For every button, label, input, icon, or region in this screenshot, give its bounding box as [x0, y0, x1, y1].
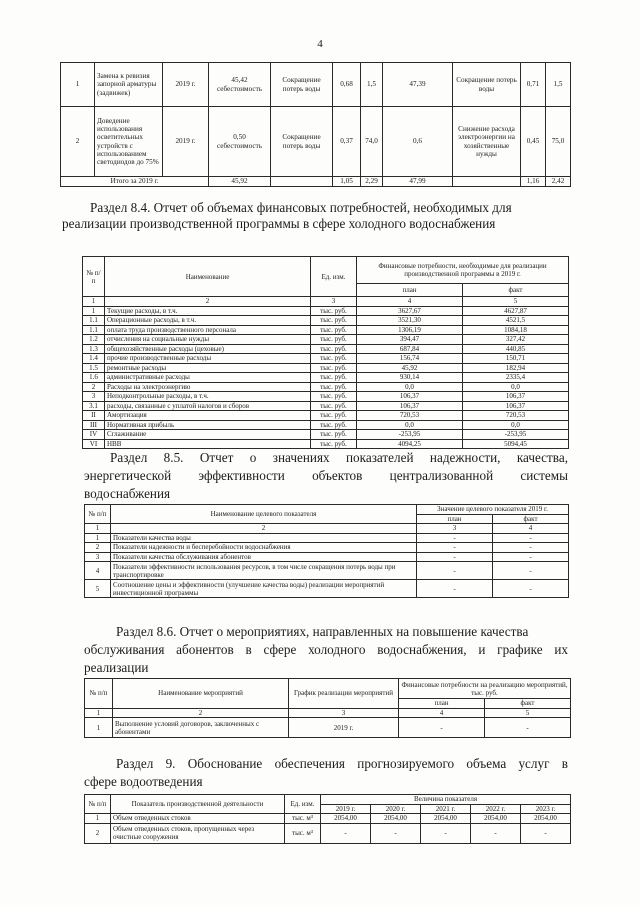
col-header: Финансовые потребности на реализацию мероприятий, тыс. руб. — [399, 679, 571, 699]
table-row: 1.3 общехозяйственные расходы (цеховые) тыс. руб. 687,84 440,85 — [83, 344, 569, 354]
table-row: 2 Объем отведенных стоков, пропущенных через очистные сооружения тыс. м³ - - - - - — [85, 823, 571, 843]
col-header: Показатель производственной деятельности — [111, 795, 285, 814]
col-header: Наименование — [105, 257, 311, 297]
section-8-5-heading-line1: Раздел 8.5. Отчет о значениях показателей надежности, качества, — [110, 450, 568, 465]
table-row: 3 Показатели качества обслуживания абонентов - - — [85, 552, 569, 562]
col-header: план — [357, 284, 463, 297]
col-header: Значение целевого показателя 2019 г. — [417, 505, 569, 515]
table-row: 1 Выполнение условий договоров, заключенных с абонентами 2019 г. - - — [85, 718, 571, 738]
wastewater-forecast-table: № п/п Показатель производственной деятельности Ед. изм. Величина показателя 2019 г. 2020 г. 2021 г. 2022 г. 2023 г. 1 Объем отведенных стоков тыс. м³ 2054,00 2054,00 2054,00 2054,00 2054,00 2 Объем отведенных стоков, пропущенных через очистные сооружения тыс. м³ - - - - - — [84, 794, 571, 844]
table-row: 1 Объем отведенных стоков тыс. м³ 2054,00 2054,00 2054,00 2054,00 2054,00 — [85, 814, 571, 824]
col-header: № п/п — [85, 795, 111, 814]
reliability-indicators-table: № п/п Наименование целевого показателя Значение целевого показателя 2019 г. план факт 1 2 3 4 1 Показатели качества воды - - 2 Показатели надежности и бесперебойности водоснабжения - - 3 Показатели качества обслуживания абонентов - - 4 Показатели эффективности использования ресурсов, в том числе сокращения потерь воды при транспортировке - - 5 Соотношение цены и эффективности (улучшение качества воды) реализации мероприятий инвестиционной программы - - — [84, 504, 569, 598]
col-header: Финансовые потребности, необходимые для реализации производственной программы в 2019 г. — [357, 257, 569, 284]
section-8-6-heading-line1: Раздел 8.6. Отчет о мероприятиях, направленных на повышение качества — [116, 624, 529, 639]
section-8-6-heading-line2: обслуживания абонентов в сфере холодного водоснабжения, и графике их — [84, 642, 568, 657]
col-header: № п/п — [85, 679, 113, 709]
financial-needs-table: № п/п Наименование Ед. изм. Финансовые потребности, необходимые для реализации производственной программы в 2019 г. план факт 1 2 3 4 5 1 Текущие расходы, в т.ч. тыс. руб. 3627,67 4627,87 1.1 Операционные расходы, в т.ч. тыс. руб. 3521,30 4521,5 1.1 оплата труда производственного персонала тыс. руб. 1306,19 1084,18 1.2 отчисления на социальные нужды тыс. руб. 394,47 327,42 1.3 общехозяйственные расходы (цеховые) тыс. руб. 687,84 440,85 1.4 прочие производственные расходы тыс. руб. 156,74 150,71 1.5 ремонтные расходы тыс. руб. 45,92 182,94 1.6 административные расходы тыс. руб. 930,14 2335,4 2 Расходы на электроэнергию тыс. руб. 0,0 0,0 3 Неподконтрольные расходы, в т.ч. тыс. руб. 106,37 106,37 3.1 расходы, связанные с уплатой налогов и сборов тыс. руб. 106,37 106,37 II Амортизация тыс. руб. 720,53 720,53 III Нормативная прибыль тыс. руб. 0,0 0,0 IV Сглаживание тыс. руб. -253,95 -253,95 VI НВВ тыс. руб. 4094,25 5094,45 — [82, 256, 569, 449]
col-header: № п/п — [85, 505, 111, 524]
section-9-heading-line1: Раздел 9. Обоснование обеспечения прогнозируемого объема услуг в — [116, 756, 568, 771]
col-header: Ед. изм. — [311, 257, 357, 297]
col-header: план — [399, 699, 485, 709]
section-8-5-heading-line2: энергетической эффективности объектов централизованной системы — [84, 468, 568, 483]
table-row: 1 Показатели качества воды - - — [85, 533, 569, 543]
col-header: Наименование мероприятий — [113, 679, 289, 709]
col-header: График реализации мероприятий — [289, 679, 399, 709]
col-header: Величина показателя — [321, 795, 571, 805]
section-9-heading-line2: сфере водоотведения — [84, 774, 203, 789]
table-row: 1.5 ремонтные расходы тыс. руб. 45,92 182,94 — [83, 363, 569, 373]
col-header: Наименование целевого показателя — [111, 505, 417, 524]
table-row: VI НВВ тыс. руб. 4094,25 5094,45 — [83, 439, 569, 449]
col-header: Ед. изм. — [285, 795, 321, 814]
col-header: план — [417, 514, 493, 524]
section-8-5-heading-line3: водоснабжения — [84, 486, 171, 501]
section-8-6-heading-line3: реализации — [84, 660, 149, 675]
section-8-4-heading: Раздел 8.4. Отчет об объемах финансовых потребностей, необходимых для реализации производственной программы в сфере холодного водоснабжения — [62, 200, 512, 231]
col-header: факт — [463, 284, 569, 297]
service-measures-table: № п/п Наименование мероприятий График реализации мероприятий Финансовые потребности на реализацию мероприятий, тыс. руб. план факт 1 2 3 4 5 1 Выполнение условий договоров, заключенных с абонентами 2019 г. - - — [84, 678, 571, 738]
col-header: № п/п — [83, 257, 105, 297]
table-row: 1.4 прочие производственные расходы тыс. руб. 156,74 150,71 — [83, 354, 569, 364]
table-row: IV Сглаживание тыс. руб. -253,95 -253,95 — [83, 430, 569, 440]
table-row: 1 Замена к ревизия запорной арматуры (задвижек) 2019 г. 45,42 себестоимость Сокращение потерь воды 0,68 1,5 47,39 Сокращение потерь воды 0,71 1,5 — [61, 63, 571, 107]
table-row: 3.1 расходы, связанные с уплатой налогов и сборов тыс. руб. 106,37 106,37 — [83, 401, 569, 411]
table-row: 5 Соотношение цены и эффективности (улучшение качества воды) реализации мероприятий инвестиционной программы - - — [85, 580, 569, 598]
page-number: 4 — [317, 38, 323, 50]
table-row: 1.1 оплата труда производственного персонала тыс. руб. 1306,19 1084,18 — [83, 325, 569, 335]
col-header: факт — [485, 699, 571, 709]
table-row: 1 Текущие расходы, в т.ч. тыс. руб. 3627,67 4627,87 — [83, 306, 569, 316]
table-row: II Амортизация тыс. руб. 720,53 720,53 — [83, 411, 569, 421]
table-row: 1.2 отчисления на социальные нужды тыс. руб. 394,47 327,42 — [83, 335, 569, 345]
table-row: III Нормативная прибыль тыс. руб. 0,0 0,0 — [83, 420, 569, 430]
table-row: 2 Расходы на электроэнергию тыс. руб. 0,0 0,0 — [83, 382, 569, 392]
table-row: 4 Показатели эффективности использования ресурсов, в том числе сокращения потерь воды при транспортировке - - — [85, 562, 569, 580]
col-header: факт — [493, 514, 569, 524]
table-row: 2 Доведение использования осветительных устройств с использованием светодиодов до 75% 2019 г. 0,50 себестоимость Сокращение потерь воды 0,37 74,0 0,6 Снижение расхода электроэнергии на хозяйственные нужды 0,45 75,0 — [61, 107, 571, 177]
table-row: 1.1 Операционные расходы, в т.ч. тыс. руб. 3521,30 4521,5 — [83, 316, 569, 326]
total-row: Итого за 2019 г. 45,92 1,05 2,29 47,99 1,16 2,42 — [61, 177, 571, 187]
table-row: 3 Неподконтрольные расходы, в т.ч. тыс. руб. 106,37 106,37 — [83, 392, 569, 402]
measures-table — [60, 62, 571, 187]
table-row: 2 Показатели надежности и бесперебойности водоснабжения - - — [85, 543, 569, 553]
table-row: 1.6 административные расходы тыс. руб. 930,14 2335,4 — [83, 373, 569, 383]
